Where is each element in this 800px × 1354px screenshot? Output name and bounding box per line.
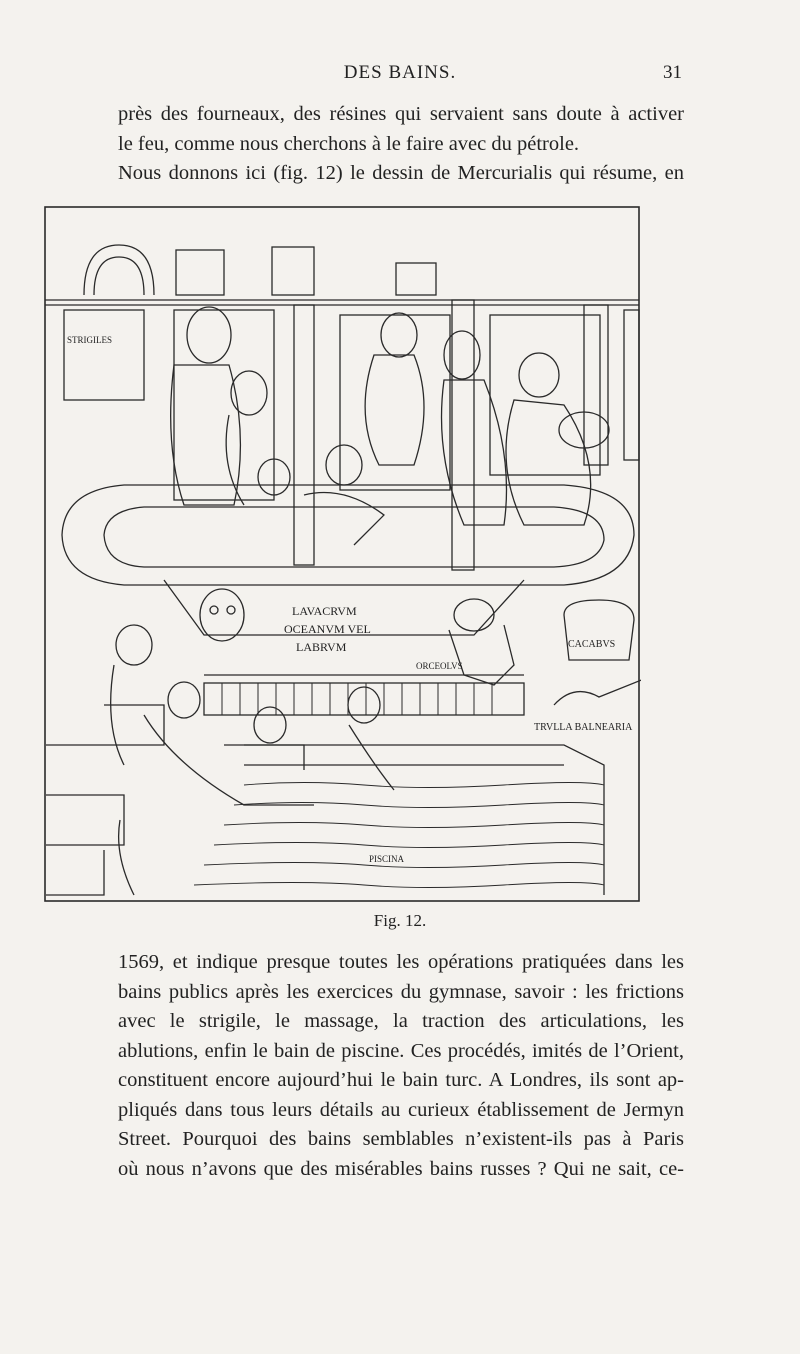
running-title: DES BAINS. bbox=[343, 62, 457, 83]
label-labrum: LABRVM bbox=[296, 640, 347, 654]
text-line: 1569, et indique presque toutes les opérations pratiquées dans les bbox=[118, 951, 684, 973]
text-line: constituent encore aujourd’hui le bain turc. A Londres, ils sont ap- bbox=[118, 1069, 684, 1091]
label-cacabus: CACABVS bbox=[568, 639, 616, 650]
figure-caption: Fig. 12. bbox=[373, 911, 427, 930]
text-line: pliqués dans tous leurs détails au curieux établissement de Jermyn bbox=[118, 1098, 684, 1121]
page-number: 31 bbox=[663, 62, 682, 83]
text-line: avec le strigile, le massage, la traction des articulations, les bbox=[118, 1010, 684, 1032]
paragraph-main bbox=[118, 948, 684, 1184]
label-trulla: TRVLLA BALNEARIA bbox=[534, 722, 633, 733]
figure-engraving bbox=[44, 205, 641, 903]
label-lavacrum: LAVACRVM bbox=[292, 604, 357, 618]
page-header bbox=[118, 62, 682, 92]
paragraph-intro bbox=[118, 100, 684, 189]
text-line: où nous n’avons que des misérables bains russes ? Qui ne sait, ce- bbox=[118, 1157, 684, 1180]
label-orceolus: ORCEOLVS bbox=[416, 661, 463, 671]
text-line: bains publics après les exercices du gymnase, savoir : les frictions bbox=[118, 980, 684, 1003]
text-line: près des fourneaux, des résines qui servaient sans doute à activer bbox=[118, 103, 684, 125]
label-oceanum: OCEANVM VEL bbox=[284, 622, 371, 636]
text-line: Street. Pourquoi des bains semblables n’existent-ils pas à Paris bbox=[118, 1128, 684, 1150]
text-line: le feu, comme nous cherchons à le faire avec du pétrole. bbox=[118, 132, 580, 155]
label-strigiles: STRIGILES bbox=[67, 335, 112, 345]
bath-illustration bbox=[44, 205, 641, 903]
text-line: Nous donnons ici (fig. 12) le dessin de Mercurialis qui résume, en bbox=[118, 162, 684, 184]
label-piscina: PISCINA bbox=[369, 854, 405, 864]
text-line: ablutions, enfin le bain de piscine. Ces procédés, imités de l’Orient, bbox=[118, 1039, 684, 1062]
